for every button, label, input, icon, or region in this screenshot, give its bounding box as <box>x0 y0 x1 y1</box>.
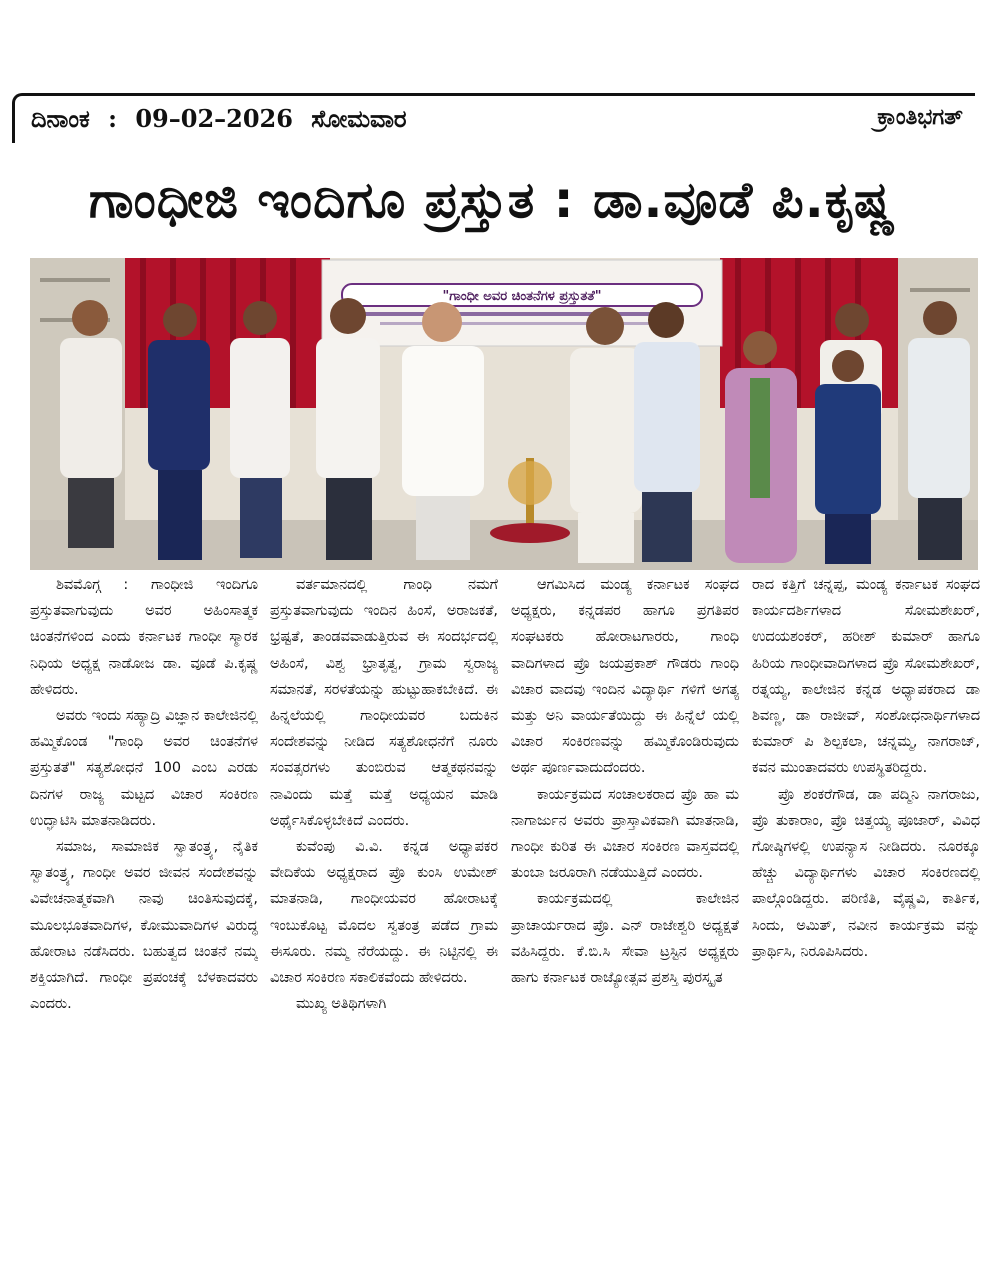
dateline-bar <box>12 93 975 143</box>
headline: ಗಾಂಧೀಜಿ ಇಂದಿಗೂ ಪ್ರಸ್ತುತ : ಡಾ.ವೂಡೆ ಪಿ.ಕೃಷ್ಣ <box>88 171 897 229</box>
paragraph: ಕಾರ್ಯಕ್ರಮದಲ್ಲಿ ಕಾಲೇಜಿನ ಪ್ರಾಚಾರ್ಯರಾದ ಪ್ರೊ. ಎನ್ ರಾಜೇಶ್ವರಿ ಅಧ್ಯಕ್ಷತೆ ವಹಿಸಿದ್ದರು. ಕೆ.ಬಿ.ಸಿ ಸೇವಾ ಟ್ರಸ್ಟಿನ ಅಧ್ಯಕ್ಷರು ಹಾಗು ಕರ್ನಾಟಕ ರಾಜ್ಯೋತ್ಸವ ಪ್ರಶಸ್ತಿ ಪುರಸ್ಕೃತ <box>511 891 739 987</box>
article-column-2 <box>270 572 498 1272</box>
date-value: 09–02–2026 <box>135 104 293 133</box>
paragraph: ಮುಖ್ಯ ಅತಿಥಿಗಳಾಗಿ <box>296 996 387 1013</box>
paragraph: ಆಗಮಿಸಿದ ಮಂಡ್ಯ ಕರ್ನಾಟಕ ಸಂಘದ ಅಧ್ಯಕ್ಷರು, ಕನ್ನಡಪರ ಹಾಗೂ ಪ್ರಗತಿಪರ ಸಂಘಟಕರು ಹೋರಾಟಗಾರರು, ಗಾಂಧಿ ವಾದಿಗಳಾದ ಪ್ರೊ ಜಯಪ್ರಕಾಶ್ ಗೌಡರು ಗಾಂಧಿ ವಿಚಾರ ವಾದವು ಇಂದಿನ ವಿದ್ಯಾರ್ಥಿ ಗಳಿಗೆ ಅಗತ್ಯ ಮತ್ತು ಅನಿ ವಾರ್ಯತೆಯಿದ್ದು ಈ ಹಿನ್ನೆಲೆ ಯಲ್ಲಿ ವಿಚಾರ ಸಂಕಿರಣವನ್ನು ಹಮ್ಮಿಕೊಂಡಿರುವುದು ಅರ್ಥ ಪೂರ್ಣವಾದುದೆಂದರು. <box>511 577 739 777</box>
article-body <box>30 572 978 1272</box>
paragraph: ವರ್ತಮಾನದಲ್ಲಿ ಗಾಂಧಿ ನಮಗೆ ಪ್ರಸ್ತುತವಾಗುವುದು ಇಂದಿನ ಹಿಂಸೆ, ಅರಾಜಕತೆ, ಭ್ರಷ್ಟತೆ, ತಾಂಡವವಾಡುತ್ತಿರುವ ಈ ಸಂದರ್ಭದಲ್ಲಿ ಅಹಿಂಸೆ, ವಿಶ್ವ ಭ್ರಾತೃತ್ವ, ಗ್ರಾಮ ಸ್ವರಾಜ್ಯ ಸಮಾನತೆ, ಸರಳತೆಯನ್ನು ಹುಟ್ಟುಹಾಕಬೇಕಿದೆ. ಈ ಹಿನ್ನಲೆಯಲ್ಲಿ ಗಾಂಧೀಯವರ ಬದುಕಿನ ಸಂದೇಶವನ್ನು ನೀಡಿದ ಸತ್ಯಶೋಧನೆಗೆ ನೂರು ಸಂವತ್ಸರಗಳು ತುಂಬಿರುವ ಆತ್ಮಕಥನವನ್ನು ನಾವಿಂದು ಮತ್ತೆ ಮತ್ತೆ ಅಧ್ಯಯನ ಮಾಡಿ ಅರ್ಥೈಸಿಕೊಳ್ಳಬೇಕಿದೆ ಎಂದರು. <box>270 577 498 829</box>
paragraph: ಅವರು ಇಂದು ಸಹ್ಯಾದ್ರಿ ವಿಜ್ಞಾನ ಕಾಲೇಜಿನಲ್ಲಿ ಹಮ್ಮಿಕೊಂಡ "ಗಾಂಧಿ ಅವರ ಚಿಂತನೆಗಳ ಪ್ರಸ್ತುತತೆ" ಸತ್ಯಶೋಧನೆ 100 ಎಂಬ ಎರಡು ದಿನಗಳ ರಾಜ್ಯ ಮಟ್ಟದ ವಿಚಾರ ಸಂಕಿರಣ ಉದ್ಘಾಟಿಸಿ ಮಾತನಾಡಿದರು. <box>30 708 258 829</box>
paragraph: ಕುವೆಂಪು ವಿ.ವಿ. ಕನ್ನಡ ಅಧ್ಯಾಪಕರ ವೇದಿಕೆಯ ಅಧ್ಯಕ್ಷರಾದ ಪ್ರೊ ಕುಂಸಿ ಉಮೇಶ್ ಮಾತನಾಡಿ, ಗಾಂಧೀಯವರ ಹೋರಾಟಕ್ಕೆ ಇಂಬುಕೊಟ್ಟ ಮೊದಲ ಸ್ವತಂತ್ರ ಪಡೆದ ಗ್ರಾಮ ಈಸೂರು. ನಮ್ಮ ನೆರೆಯದ್ದು. ಈ ನಿಟ್ಟಿನಲ್ಲಿ ಈ ವಿಚಾರ ಸಂಕಿರಣ ಸಕಾಲಿಕವೆಂದು ಹೇಳಿದರು. <box>270 839 498 987</box>
article-column-4 <box>752 572 980 1272</box>
event-photo <box>30 258 978 570</box>
article-column-3 <box>511 572 739 1272</box>
date-separator: : <box>108 104 117 133</box>
paragraph: ಪ್ರೊ ಶಂಕರೆಗೌಡ, ಡಾ ಪದ್ಮಿನಿ ನಾಗರಾಜು, ಪ್ರೊ ತುಕಾರಾಂ, ಪ್ರೊ ಚಿತ್ತಯ್ಯ ಪೂಜಾರ್, ವಿವಿಧ ಗೋಷ್ಠಿಗಳಲ್ಲಿ ಉಪನ್ಯಾಸ ನೀಡಿದರು. ನೂರಕ್ಕೂ ಹೆಚ್ಚು ವಿದ್ಯಾರ್ಥಿಗಳು ವಿಚಾರ ಸಂಕಿರಣದಲ್ಲಿ ಪಾಲ್ಗೊಂಡಿದ್ದರು. ಪರಿಣಿತಿ, ವೈಷ್ಣವಿ, ಕಾರ್ತಿಕ, ಸಿಂದು, ಅಮಿತ್, ನವೀನ ಕಾರ್ಯಕ್ರಮ ವನ್ನು ಪ್ರಾರ್ಥಿಸಿ, ನಿರೂಪಿಸಿದರು. <box>752 786 980 960</box>
dateline-left <box>31 104 417 133</box>
paragraph: ಕಾರ್ಯಕ್ರಮದ ಸಂಚಾಲಕರಾದ ಪ್ರೊ ಹಾ ಮ ನಾಗಾರ್ಜುನ ಅವರು ಪ್ರಾಸ್ತಾವಿಕವಾಗಿ ಮಾತನಾಡಿ, ಗಾಂಧೀ ಕುರಿತ ಈ ವಿಚಾರ ಸಂಕಿರಣ ವಾಸ್ತವದಲ್ಲಿ ತುಂಬಾ ಜರೂರಾಗಿ ನಡೆಯುತ್ತಿದೆ ಎಂದರು. <box>511 786 739 882</box>
banner-title: "ಗಾಂಧೀ ಅವರ ಚಿಂತನೆಗಳ ಪ್ರಸ್ತುತತೆ" <box>442 289 602 304</box>
weekday: ಸೋಮವಾರ <box>311 104 407 133</box>
paragraph: ಶಿವಮೊಗ್ಗ : ಗಾಂಧೀಜಿ ಇಂದಿಗೂ ಪ್ರಸ್ತುತವಾಗುವುದು ಅವರ ಅಹಿಂಸಾತ್ಮಕ ಚಿಂತನೆಗಳಿಂದ ಎಂದು ಕರ್ನಾಟಕ ಗಾಂಧೀ ಸ್ಮಾರಕ ನಿಧಿಯ ಅಧ್ಯಕ್ಷ ನಾಡೋಜ ಡಾ. ವೂಡೆ ಪಿ.ಕೃಷ್ಣ ಹೇಳಿದರು. <box>30 577 258 698</box>
date-label: ದಿನಾಂಕ <box>31 104 90 133</box>
paragraph: ಸಮಾಜ, ಸಾಮಾಜಿಕ ಸ್ವಾತಂತ್ರ್ಯ, ನೈತಿಕ ಸ್ವಾತಂತ್ರ್ಯ, ಗಾಂಧೀ ಅವರ ಜೀವನ ಸಂದೇಶವನ್ನು ವಿವೇಚನಾತ್ಮಕವಾಗಿ ನಾವು ಚಿಂತಿಸುವುದಕ್ಕೆ, ಮೂಲಭೂತವಾದಿಗಳ, ಕೋಮುವಾದಿಗಳ ವಿರುದ್ಧ ಹೋರಾಟ ನಡೆಸಿದರು. ಬಹುತ್ವದ ಚಿಂತನೆ ನಮ್ಮ ಶಕ್ತಿಯಾಗಿದೆ. ಗಾಂಧೀ ಪ್ರಪಂಚಕ್ಕೆ ಬೆಳಕಾದವರು ಎಂದರು. <box>30 839 258 1013</box>
paragraph: ರಾದ ಕತ್ತಿಗೆ ಚನ್ನಪ್ಪ, ಮಂಡ್ಯ ಕರ್ನಾಟಕ ಸಂಘದ ಕಾರ್ಯದರ್ಶಿಗಳಾದ ಸೋಮಶೇಖರ್, ಉದಯಶಂಕರ್, ಹರೀಶ್ ಕುಮಾರ್ ಹಾಗೂ ಹಿರಿಯ ಗಾಂಧೀವಾದಿಗಳಾದ ಪ್ರೊ ಸೋಮಶೇಖರ್, ರತ್ನಯ್ಯ, ಕಾಲೇಜಿನ ಕನ್ನಡ ಅಧ್ಯಾಪಕರಾದ ಡಾ ಶಿವಣ್ಣ, ಡಾ ರಾಜೀವ್, ಸಂಶೋಧನಾರ್ಥಿಗಳಾದ ಕುಮಾರ್ ಪಿ ಶಿಲ್ಪಕಲಾ, ಚನ್ನಮ್ಮ, ನಾಗರಾಜ್, ಕವನ ಮುಂತಾದವರು ಉಪಸ್ಥಿತರಿದ್ದರು. <box>752 577 980 777</box>
publication-name: ಕ್ರಾಂತಿಭಗತ್ <box>877 105 963 130</box>
article-column-1 <box>30 572 258 1272</box>
